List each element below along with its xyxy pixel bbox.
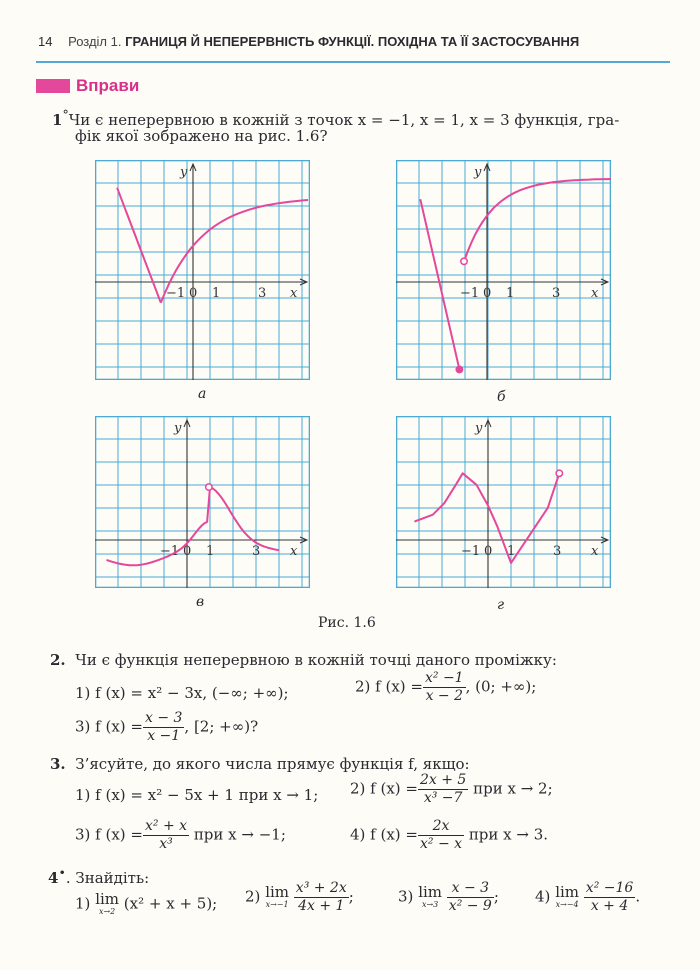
fraction: $\frac{\text{x² −16}}{x + 4}$ [585, 880, 634, 914]
tick-label-1: 1 [506, 286, 515, 301]
tick-label-minus-1: −1 [160, 544, 180, 559]
grid-border [397, 161, 611, 380]
grid-border [96, 417, 310, 588]
tick-label-1: 1 [212, 286, 221, 301]
fraction: $\frac{\text{x² −1}}{x - 2}$ [424, 670, 464, 704]
graph-b-caption: б [497, 389, 506, 405]
page-number: 14 [38, 34, 53, 49]
function-curve [464, 179, 611, 261]
tick-label-minus-1: −1 [461, 544, 481, 559]
x-axis-label: x [591, 544, 599, 559]
exercise-3-item-3: 3) f (x) = $\frac{\text{x² + x}}{\text{x³}}$ при x → −1; [75, 818, 286, 852]
exercise-3-item-4: 4) f (x) = $\frac{2x}{\text{x² − x}}$ при x → 3. [350, 818, 549, 852]
exercise-4-title: 4•. Знайдіть: [48, 865, 150, 887]
section-heading [36, 76, 139, 96]
graph-g [396, 416, 611, 588]
exercise-2-title: 2. Чи є функція неперервною в кожній точці даного проміжку: [50, 651, 557, 669]
tick-label-1: 1 [206, 544, 215, 559]
limit-operator: lim x→−1 [265, 883, 290, 909]
tick-label-3: 3 [252, 544, 261, 559]
exercise-3-item-1: 1) f (x) = x² − 5x + 1 при x → 1; [75, 786, 319, 804]
tick-label-0: 0 [483, 286, 492, 301]
header-rule [36, 61, 670, 63]
x-axis-label: x [290, 544, 298, 559]
exercise-3-title: 3. З’ясуйте, до якого числа прямує функція f, якщо: [50, 755, 470, 773]
tick-label-minus-1: −1 [460, 286, 480, 301]
graph-v [95, 416, 310, 588]
grid-border [397, 417, 611, 588]
tick-label-minus-1: −1 [166, 286, 186, 301]
tick-label-3: 3 [553, 544, 562, 559]
graph-g-caption: г [497, 597, 505, 613]
tick-label-0: 0 [183, 544, 192, 559]
open-point [461, 258, 467, 264]
y-axis-label: y [174, 421, 182, 436]
fraction: $\frac{x - 3}{\text{x² − 9}}$ [448, 880, 492, 914]
exercise-1-line-2: фік якої зображено на рис. 1.6? [75, 127, 328, 145]
graph-b [396, 160, 611, 380]
fraction: $\frac{\text{x³ + 2x}}{4x + 1}$ [295, 880, 347, 914]
x-axis-label: x [591, 286, 599, 301]
open-point [206, 484, 212, 490]
graph-a [95, 160, 310, 380]
tick-label-3: 3 [258, 286, 267, 301]
limit-operator: lim x→3 [418, 883, 443, 909]
fraction: $\frac{x - 3}{x -1}$ [144, 710, 183, 744]
exercise-1-line-1: 1°Чи є неперервною в кожній з точок x = −1, x = 1, x = 3 функція, гра- [52, 107, 620, 129]
x-axis-label: x [290, 286, 298, 301]
exercise-4-item-4: 4) lim x→−4 $\frac{\text{x² −16}}{x + 4}$ . [535, 880, 641, 914]
function-curve [117, 188, 161, 303]
exercise-4-item-1: 1) lim x→2 (x² + x + 5); [75, 890, 218, 916]
exercise-2-item-3: 3) f (x) = $\frac{x - 3}{x -1}$ , [2; +∞)? [75, 710, 259, 744]
tick-label-1: 1 [507, 544, 516, 559]
closed-point [456, 366, 462, 372]
fraction: $\frac{2x + 5}{\text{x³ −7}}$ [419, 772, 467, 806]
page-header [38, 34, 579, 49]
open-point [556, 470, 562, 476]
tick-label-3: 3 [552, 286, 561, 301]
exercise-2-item-1: 1) f (x) = x² − 3x, (−∞; +∞); [75, 684, 289, 702]
y-axis-label: y [180, 165, 188, 180]
section-title: Вправи [76, 76, 140, 95]
figure-caption: Рис. 1.6 [318, 615, 376, 631]
exercise-4-item-3: 3) lim x→3 $\frac{x - 3}{\text{x² − 9}}$ ; [398, 880, 499, 914]
graph-v-caption: в [196, 594, 205, 610]
chapter-title: ГРАНИЦЯ Й НЕПЕРЕРВНІСТЬ ФУНКЦІЇ. ПОХІДНА ТА ЇЇ ЗАСТОСУВАННЯ [125, 34, 580, 49]
exercise-4-item-2: 2) lim x→−1 $\frac{\text{x³ + 2x}}{4x + 1}$ ; [245, 880, 354, 914]
section-marker [36, 79, 70, 93]
tick-label-0: 0 [484, 544, 493, 559]
exercise-2-item-2: 2) f (x) = $\frac{\text{x² −1}}{x - 2}$ , (0; +∞); [355, 670, 537, 704]
grid-border [96, 161, 310, 380]
fraction: $\frac{\text{x² + x}}{\text{x³}}$ [144, 818, 188, 852]
y-axis-label: y [474, 165, 482, 180]
limit-operator: lim x→−4 [555, 883, 580, 909]
graph-a-caption: а [198, 386, 207, 402]
tick-label-0: 0 [189, 286, 198, 301]
limit-operator: lim x→2 [95, 890, 120, 916]
fraction: $\frac{2x}{\text{x² − x}}$ [419, 818, 463, 852]
y-axis-label: y [475, 421, 483, 436]
exercise-3-item-2: 2) f (x) = $\frac{2x + 5}{\text{x³ −7}}$ при x → 2; [350, 772, 553, 806]
section-label: Розділ 1. [68, 34, 122, 49]
